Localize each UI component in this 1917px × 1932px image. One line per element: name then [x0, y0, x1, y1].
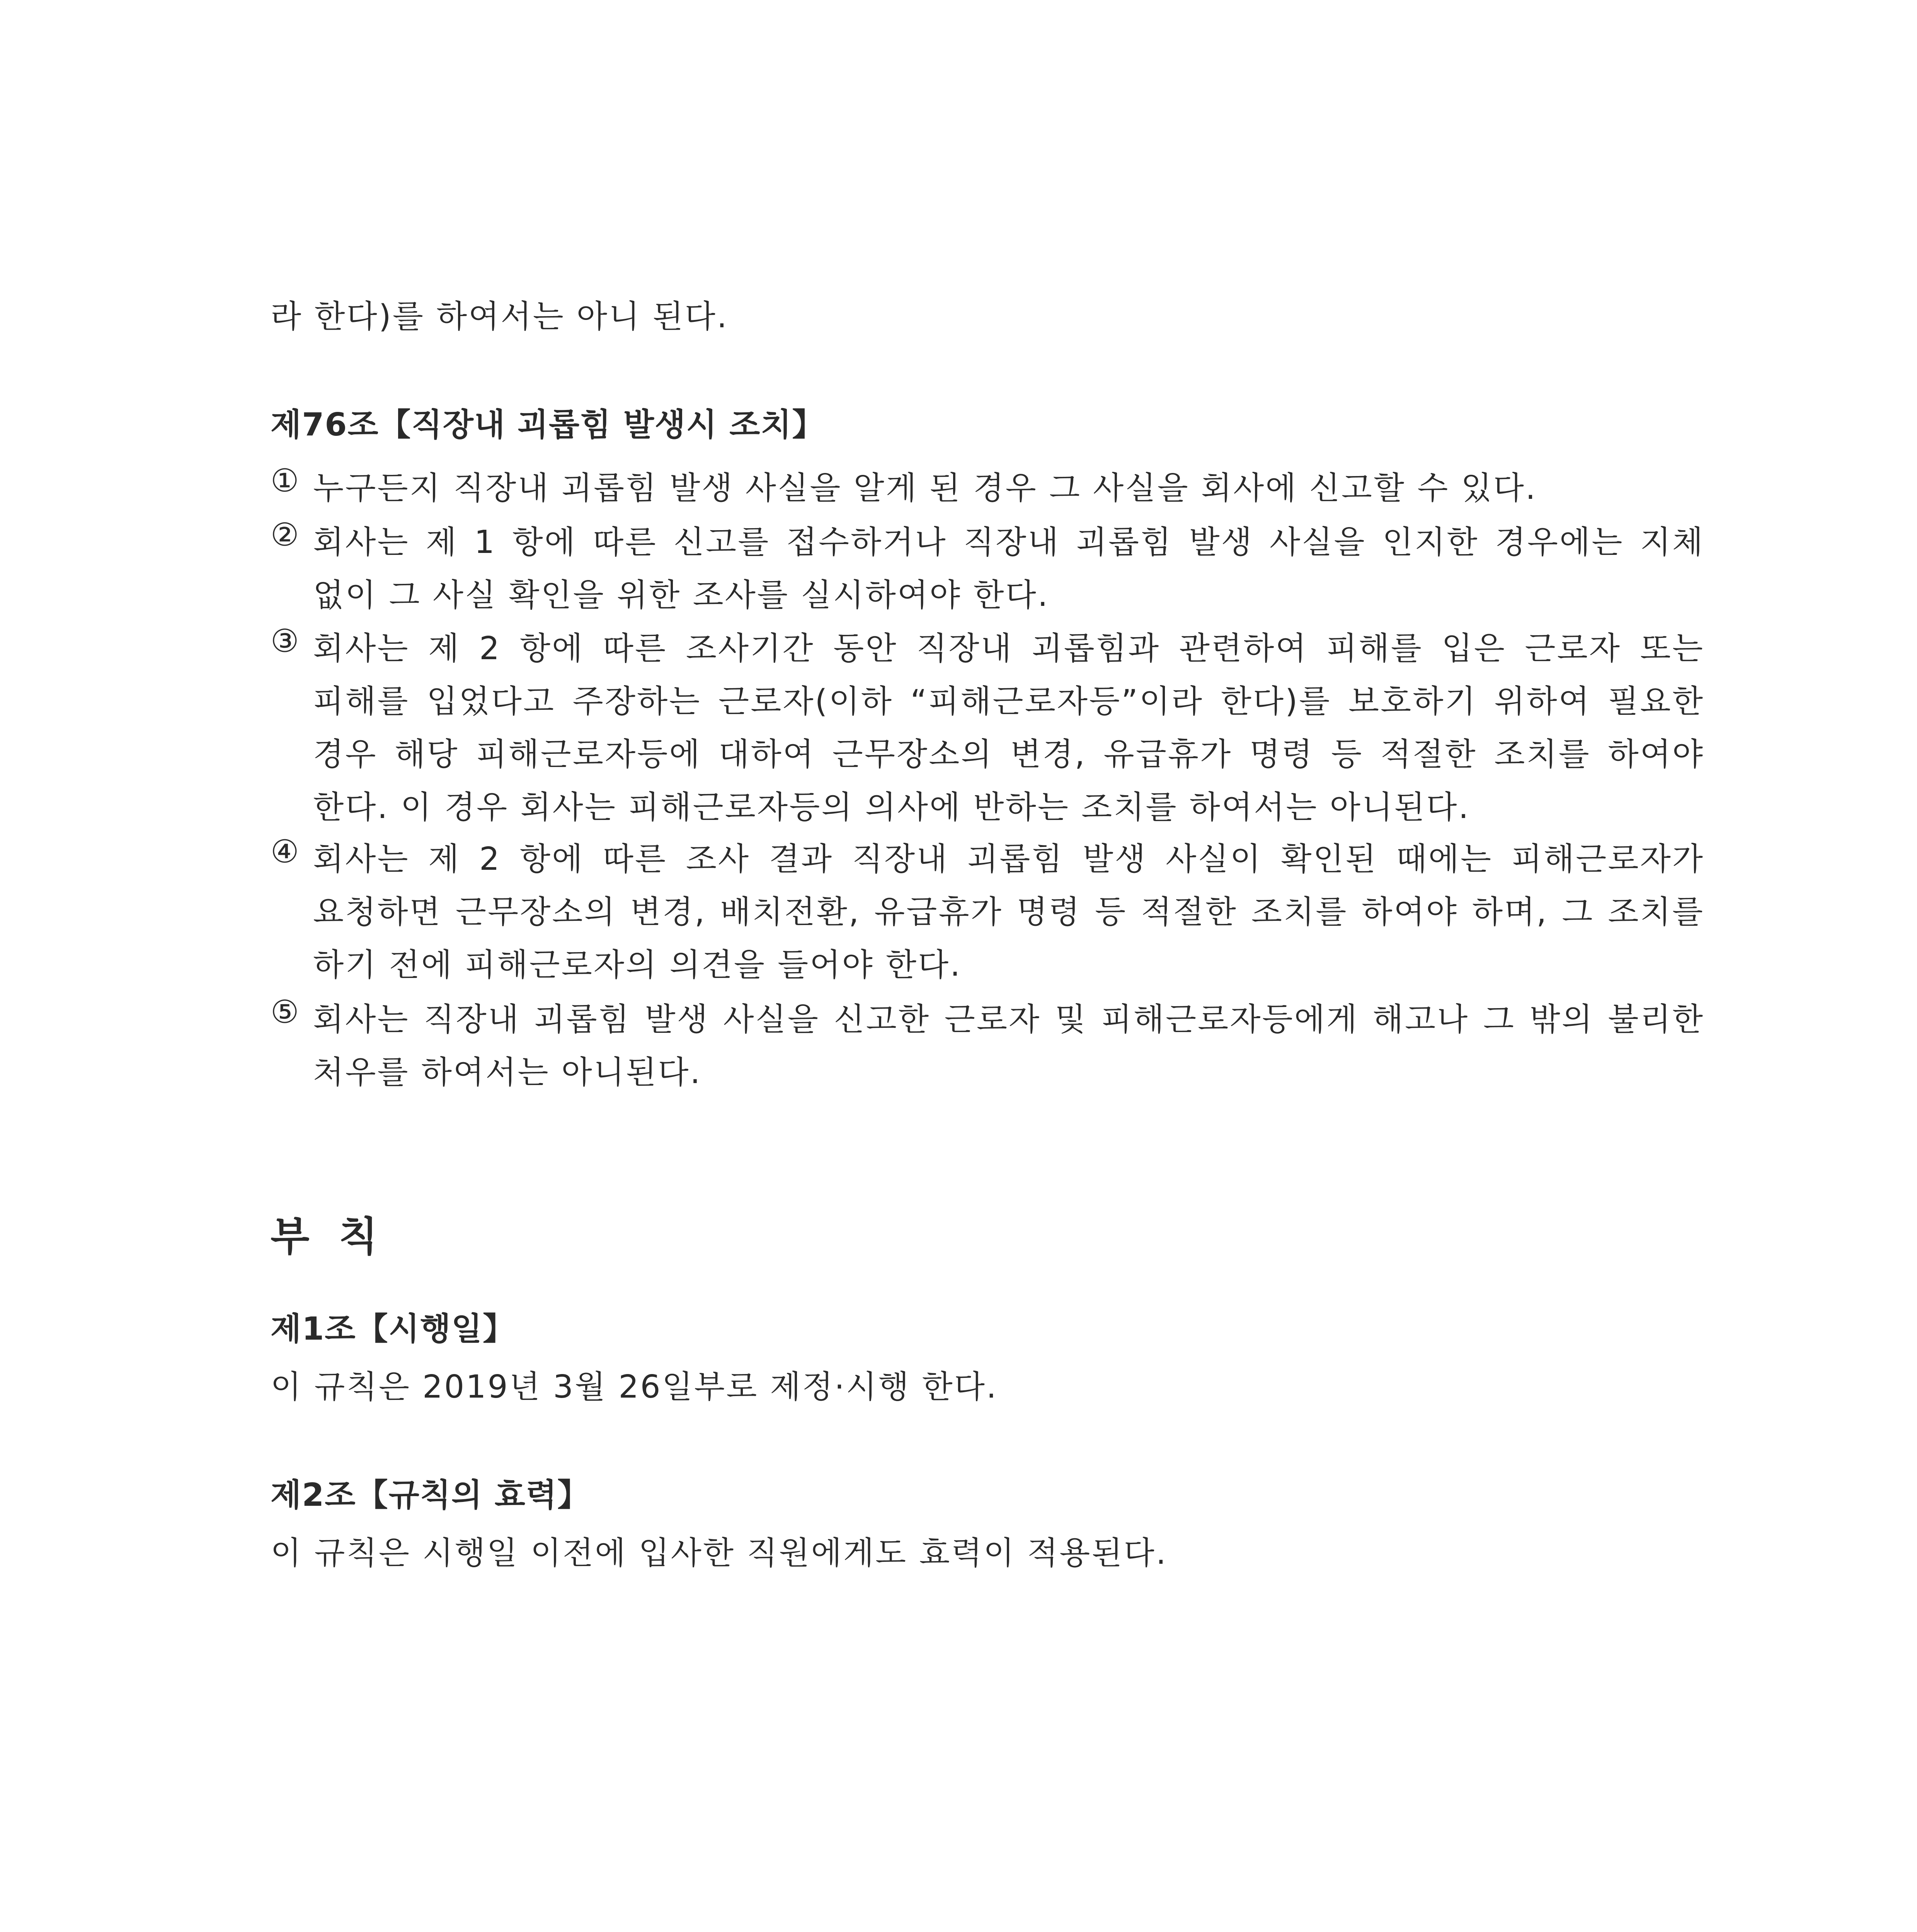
item-number: ②: [271, 517, 299, 553]
continuation-line: 라 한다)를 하여서는 아니 된다.: [271, 298, 729, 335]
item-number: ④: [271, 833, 299, 870]
supplementary-article-2-heading: 제2조【규칙의 효력】: [271, 1477, 590, 1514]
item-text: 회사는 직장내 괴롭힘 발생 사실을 신고한 근로자 및 피해근로자등에게 해고나 그 밖의 불리한 처우를 하여서는 아니된다.: [313, 1001, 1704, 1091]
article-76-heading: 제76조【직장내 괴롭힘 발생시 조치】: [271, 406, 825, 443]
supplementary-article-1-text: 이 규칙은 2019년 3월 26일부로 제정·시행 한다.: [271, 1369, 998, 1405]
item-text: 회사는 제 2 항에 따른 조사기간 동안 직장내 괴롭힘과 관련하여 피해를 입은 근로자 또는 피해를 입었다고 주장하는 근로자(이하 “피해근로자등”이라 한다)를 보호하기 위하여 필요한 경우 해당 피해근로자등에 대하여 근무장소의 변경, 유급휴가 명령 등 적절한 조치를 하여야 한다. 이 경우 회사는 피해근로자등의 의사에 반하는 조치를 하여서는 아니된다.: [313, 630, 1704, 826]
item-text: 회사는 제 1 항에 따른 신고를 접수하거나 직장내 괴롭힘 발생 사실을 인지한 경우에는 지체 없이 그 사실 확인을 위한 조사를 실시하여야 한다.: [313, 524, 1704, 614]
supplementary-article-2-text: 이 규칙은 시행일 이전에 입사한 직원에게도 효력이 적용된다.: [271, 1535, 1168, 1571]
item-number: ⑤: [271, 994, 299, 1031]
item-text: 누구든지 직장내 괴롭힘 발생 사실을 알게 된 경우 그 사실을 회사에 신고할 수 있다.: [313, 470, 1537, 507]
item-text: 회사는 제 2 항에 따른 조사 결과 직장내 괴롭힘 발생 사실이 확인된 때에는 피해근로자가 요청하면 근무장소의 변경, 배치전환, 유급휴가 명령 등 적절한 조치를 하여야 하며, 그 조치를 하기 전에 피해근로자의 의견을 들어야 한다.: [313, 841, 1704, 983]
supplementary-article-1-heading: 제1조【시행일】: [271, 1311, 516, 1347]
supplementary-provisions-title: 부 칙: [271, 1213, 386, 1260]
item-number: ①: [271, 463, 299, 499]
item-number: ③: [271, 623, 299, 660]
